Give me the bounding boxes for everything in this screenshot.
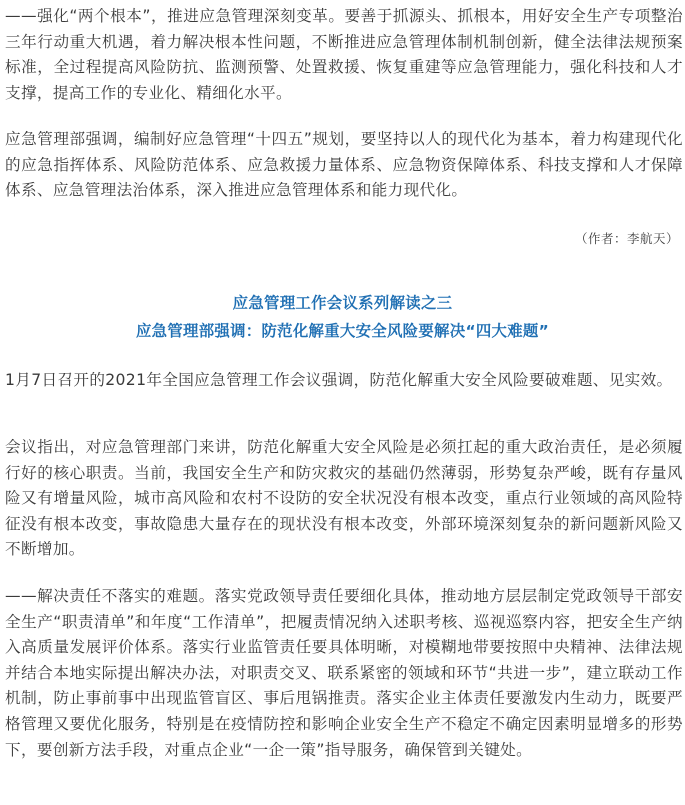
section-paragraph-meeting-points: 会议指出，对应急管理部门来讲，防范化解重大安全风险是必须扛起的重大政治责任，是必须履行好的核心职责。当前，我国安全生产和防灾救灾的基础仍然薄弱，形势复杂严峻，既有存量风险又有增量风险，城市高风险和农村不设防的安全状况没有根本改变，重点行业领域的高风险特征没有根本改变，事故隐患大量存在的现状没有根本改变，外部环境深刻复杂的新问题新风险又不断增加。	[5, 438, 683, 559]
article-paragraph-two-fundamentals: ——强化“两个根本”，推进应急管理深刻变革。要善于抓源头、抓根本，用好安全生产专项整治三年行动重大机遇，着力解决根本性问题，不断推进应急管理体制机制创新，健全法律法规预案标准，全过程提高风险防抗、监测预警、处置救援、恢复重建等应急管理能力，强化科技和人才支撑，提高工作的专业化、精细化水平。	[5, 7, 683, 102]
author-byline: （作者：李航天）	[574, 231, 679, 246]
section-paragraph-responsibility: ——解决责任不落实的难题。落实党政领导责任要细化具体，推动地方层层制定党政领导干部安全生产“职责清单”和年度“工作清单”，把履责情况纳入述职考核、巡视巡察内容，把安全生产纳入高质量发展评价体系。落实行业监管责任要具体明晰，对模糊地带要按照中央精神、法律法规并结合本地实际提出解决办法，对职责交叉、联系紧密的领域和环节“共进一步”，建立联动工作机制，防止事前事中出现监管盲区、事后甩锅推责。落实企业主体责任要激发内生动力，既要严格管理又要优化服务，特别是在疫情防控和影响企业安全生产不稳定不确定因素明显增多的形势下，要创新方法手段，对重点企业“一企一策”指导服务，确保管到关键处。	[5, 587, 683, 759]
section-paragraph-intro: 1月7日召开的2021年全国应急管理工作会议强调，防范化解重大安全风险要破难题、见实效。	[5, 371, 673, 389]
section-heading-series: 应急管理工作会议系列解读之三	[232, 294, 453, 312]
article-paragraph-fourteenth-five-year-plan: 应急管理部强调，编制好应急管理“十四五”规划，要坚持以人的现代化为基本，着力构建现代化的应急指挥体系、风险防范体系、应急救援力量体系、应急物资保障体系、科技支撑和人才保障体系、应急管理法治体系，深入推进应急管理体系和能力现代化。	[5, 130, 683, 200]
section-heading-title: 应急管理部强调：防范化解重大安全风险要解决“四大难题”	[135, 322, 550, 340]
